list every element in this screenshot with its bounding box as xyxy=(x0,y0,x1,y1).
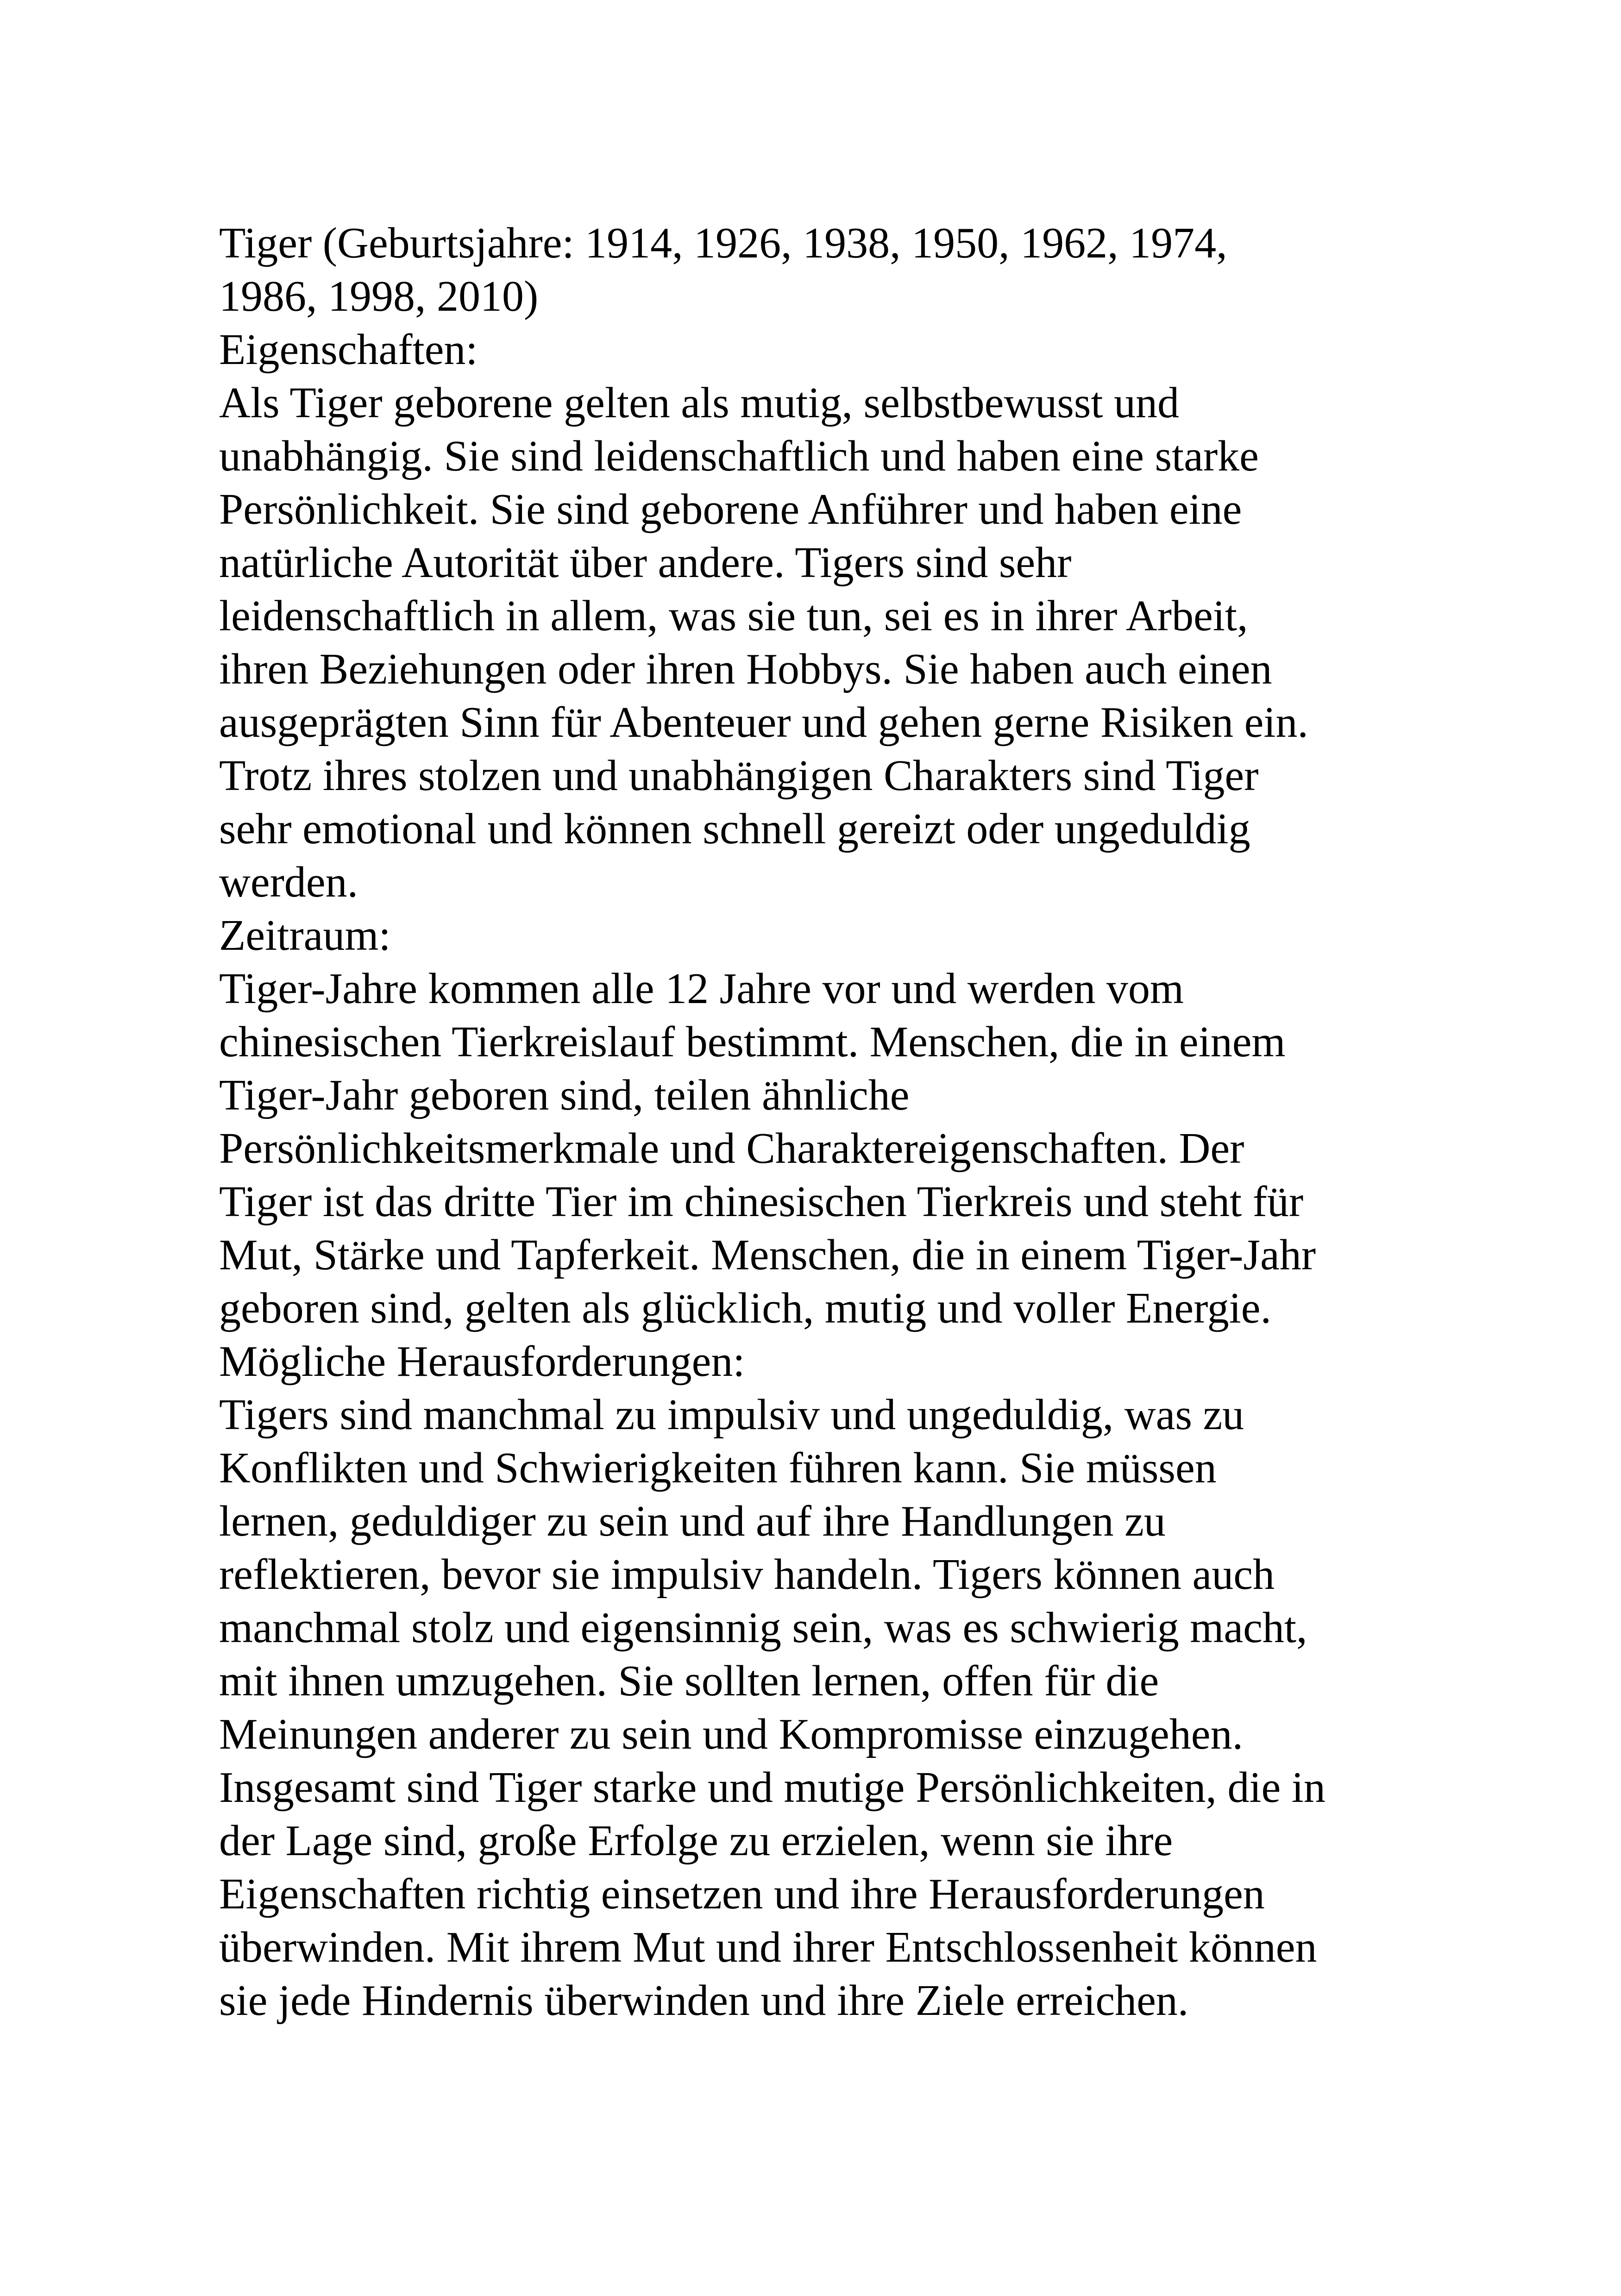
text-line: Tiger-Jahr geboren sind, teilen ähnliche xyxy=(219,1071,910,1119)
text-line: leidenschaftlich in allem, was sie tun, sei es in ihrer Arbeit, xyxy=(219,592,1248,640)
text-line: Tiger-Jahre kommen alle 12 Jahre vor und werden vom xyxy=(219,965,1184,1013)
text-line: der Lage sind, große Erfolge zu erzielen, wenn sie ihre xyxy=(219,1817,1173,1865)
text-line: Tiger ist das dritte Tier im chinesischen Tierkreis und steht für xyxy=(219,1178,1304,1226)
text-line: überwinden. Mit ihrem Mut und ihrer Entschlossenheit können xyxy=(219,1923,1317,1971)
heading-herausforderungen: Mögliche Herausforderungen: xyxy=(219,1337,745,1386)
text-line: Meinungen anderer zu sein und Kompromisse einzugehen. xyxy=(219,1710,1243,1758)
text-line: manchmal stolz und eigensinnig sein, was es schwierig macht, xyxy=(219,1604,1307,1652)
text-line: Eigenschaften richtig einsetzen und ihre Herausforderungen xyxy=(219,1870,1265,1918)
text-line: sehr emotional und können schnell gereizt oder ungeduldig xyxy=(219,805,1250,853)
text-line: geboren sind, gelten als glücklich, mutig und voller Energie. xyxy=(219,1284,1272,1332)
text-line: chinesischen Tierkreislauf bestimmt. Menschen, die in einem xyxy=(219,1018,1286,1066)
text-line: Mut, Stärke und Tapferkeit. Menschen, die in einem Tiger-Jahr xyxy=(219,1231,1316,1279)
text-line: sie jede Hindernis überwinden und ihre Ziele erreichen. xyxy=(219,1976,1189,2025)
text-line: Konflikten und Schwierigkeiten führen kann. Sie müssen xyxy=(219,1444,1217,1492)
text-line: Persönlichkeitsmerkmale und Charaktereigenschaften. Der xyxy=(219,1124,1244,1173)
text-line: mit ihnen umzugehen. Sie sollten lernen, offen für die xyxy=(219,1657,1159,1705)
title-line-2: 1986, 1998, 2010) xyxy=(219,272,539,320)
text-line: Als Tiger geborene gelten als mutig, selbstbewusst und xyxy=(219,379,1180,427)
text-line: natürliche Autorität über andere. Tigers sind sehr xyxy=(219,539,1072,587)
document-text xyxy=(219,217,1423,2027)
text-line: ihren Beziehungen oder ihren Hobbys. Sie haben auch einen xyxy=(219,645,1272,693)
text-line: Tigers sind manchmal zu impulsiv und ungeduldig, was zu xyxy=(219,1391,1244,1439)
heading-eigenschaften: Eigenschaften: xyxy=(219,326,478,374)
text-line: reflektieren, bevor sie impulsiv handeln. Tigers können auch xyxy=(219,1550,1275,1599)
text-line: Persönlichkeit. Sie sind geborene Anführer und haben eine xyxy=(219,485,1242,533)
text-line: Trotz ihres stolzen und unabhängigen Charakters sind Tiger xyxy=(219,752,1259,800)
text-line: lernen, geduldiger zu sein und auf ihre Handlungen zu xyxy=(219,1497,1166,1545)
title-line-1: Tiger (Geburtsjahre: 1914, 1926, 1938, 1950, 1962, 1974, xyxy=(219,219,1227,267)
text-line: ausgeprägten Sinn für Abenteuer und gehen gerne Risiken ein. xyxy=(219,698,1308,747)
text-line: Insgesamt sind Tiger starke und mutige Persönlichkeiten, die in xyxy=(219,1763,1326,1812)
text-line: werden. xyxy=(219,858,358,906)
heading-zeitraum: Zeitraum: xyxy=(219,911,391,960)
text-line: unabhängig. Sie sind leidenschaftlich und haben eine starke xyxy=(219,432,1259,480)
